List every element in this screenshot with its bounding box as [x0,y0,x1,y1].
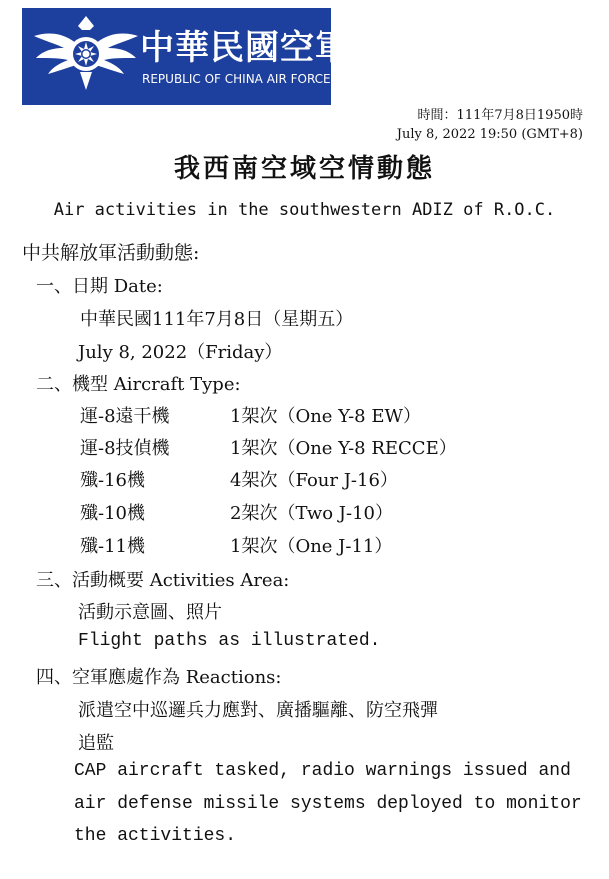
aircraft-row [80,532,560,558]
aircraft-row [80,499,560,525]
aircraft-row [80,434,560,460]
aircraft-count: 1架次（One J-11） [230,536,393,557]
aircraft-count: 4架次（Four J-16） [230,470,398,491]
aircraft-type: 運-8遠干機 [80,406,170,427]
area-en: Flight paths as illustrated. [78,631,381,651]
section-area-heading: 三、活動概要 Activities Area: [36,570,290,591]
aircraft-count: 1架次（One Y-8 RECCE） [230,438,457,459]
page-title-en: Air activities in the southwestern ADIZ of R.O.C. [53,200,556,220]
reactions-en-line3: the activities. [74,826,237,846]
org-name-en: REPUBLIC OF CHINA AIR FORCE [142,72,331,86]
air-force-emblem-icon [32,14,140,94]
header-banner [22,8,350,105]
org-name-zh: 中華民國空軍 [140,28,350,68]
reactions-zh-line1: 派遣空中巡邏兵力應對、廣播驅離、防空飛彈 [78,700,438,721]
timestamp-en: July 8, 2022 19:50 (GMT+8) [396,127,583,142]
aircraft-type: 運-8技偵機 [80,438,170,459]
aircraft-type: 殲-16機 [80,470,145,491]
intro-heading: 中共解放軍活動動態: [22,242,200,264]
aircraft-row [80,402,560,428]
section-date-heading: 一、日期 Date: [36,276,163,297]
reactions-en-line1: CAP aircraft tasked, radio warnings issued and [74,761,571,781]
reactions-en-line2: air defense missile systems deployed to monitor [74,794,582,814]
section-reactions-heading: 四、空軍應處作為 Reactions: [36,667,282,688]
date-zh: 中華民國111年7月8日（星期五） [80,309,354,330]
timestamp-zh: 時間：111年7月8日1950時 [417,108,583,123]
aircraft-count: 2架次（Two J-10） [230,503,393,524]
reactions-zh-line2: 追監 [78,733,114,754]
page-title-zh: 我西南空域空情動態 [173,154,435,184]
aircraft-row [80,466,560,492]
aircraft-type: 殲-11機 [80,536,145,557]
section-aircraft-heading: 二、機型 Aircraft Type: [36,374,241,395]
aircraft-count: 1架次（One Y-8 EW） [230,406,421,427]
area-zh: 活動示意圖、照片 [78,602,222,623]
timestamp-block [397,106,583,144]
aircraft-type: 殲-10機 [80,503,145,524]
date-en: July 8, 2022（Friday） [78,342,283,363]
